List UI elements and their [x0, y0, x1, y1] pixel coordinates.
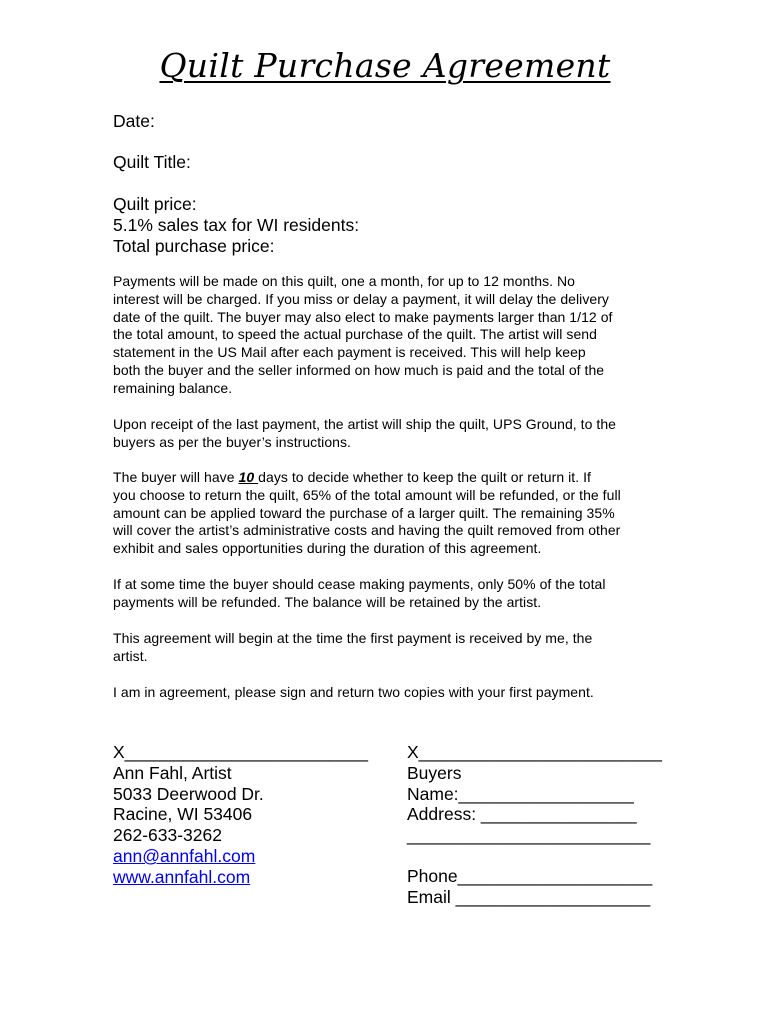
artist-phone: 262-633-3262: [113, 825, 222, 846]
artist-signature-line: X_________________________: [113, 742, 368, 762]
artist-name: Ann Fahl, Artist: [113, 762, 232, 783]
document-title: Quilt Purchase Agreement: [159, 46, 611, 85]
begin-paragraph: [113, 630, 663, 666]
artist-website-link[interactable]: [113, 867, 368, 888]
cease-paragraph: [113, 576, 663, 612]
date-field-label: Date:: [113, 111, 155, 131]
buyer-signature-line: X_________________________: [407, 742, 662, 762]
buyer-signature-block: [407, 742, 662, 908]
paragraph-line: both the buyer and the seller informed on how much is paid and the total of the: [113, 361, 605, 378]
paragraph-line: If at some time the buyer should cease making payments, only 50% of the total: [113, 576, 606, 592]
paragraph-line: payments will be refunded. The balance will be retained by the artist.: [113, 593, 542, 610]
buyers-label: Buyers: [407, 762, 462, 783]
paragraph-line: Upon receipt of the last payment, the artist will ship the quilt, UPS Ground, to the: [113, 416, 617, 432]
paragraph-line: exhibit and sales opportunities during the duration of this agreement.: [113, 540, 542, 557]
artist-city: Racine, WI 53406: [113, 804, 253, 825]
paragraph-line: Payments will be made on this quilt, one a month, for up to 12 months. No: [113, 273, 576, 289]
total-price-field-label: Total purchase price:: [113, 236, 275, 256]
artist-signature-block: [113, 742, 368, 888]
paragraph-line: buyers as per the buyer’s instructions.: [113, 433, 351, 450]
buyer-name-line: Name:__________________: [407, 783, 634, 804]
paragraph-line: artist.: [113, 647, 148, 664]
buyer-address-line: Address: ________________: [407, 804, 637, 825]
quilt-title-field-label: Quilt Title:: [113, 152, 191, 172]
artist-email-text[interactable]: ann@annfahl.com: [113, 845, 256, 866]
paragraph-line: the total amount, to speed the actual purchase of the quilt. The artist will send: [113, 326, 597, 343]
return-days-value: 10: [238, 469, 259, 485]
artist-street: 5033 Deerwood Dr.: [113, 783, 264, 804]
paragraph-line: remaining balance.: [113, 379, 233, 396]
artist-email-link[interactable]: [113, 846, 368, 867]
paragraph-line: amount can be applied toward the purchase of a larger quilt. The remaining 35%: [113, 504, 615, 521]
return-text-after: days to decide whether to keep the quilt or return it. If: [258, 469, 591, 485]
paragraph-line: you choose to return the quilt, 65% of the total amount will be refunded, or the full: [113, 486, 621, 503]
buyer-phone-line: Phone____________________: [407, 865, 653, 886]
paragraph-line: I am in agreement, please sign and return two copies with your first payment.: [113, 684, 594, 700]
payments-paragraph: [113, 273, 663, 398]
paragraph-line: will cover the artist’s administrative costs and having the quilt removed from other: [113, 522, 621, 539]
shipping-paragraph: [113, 416, 663, 452]
sign-paragraph: [113, 684, 663, 702]
paragraph-line: This agreement will begin at the time the first payment is received by me, the: [113, 630, 593, 646]
paragraph-line: statement in the US Mail after each payment is received. This will help keep: [113, 344, 586, 361]
buyer-address-line-2: _________________________: [407, 825, 651, 846]
sales-tax-field-label: 5.1% sales tax for WI residents:: [113, 215, 360, 235]
return-paragraph: [113, 469, 663, 558]
return-text-before: The buyer will have: [113, 469, 239, 485]
buyer-email-line: Email ____________________: [407, 886, 651, 907]
paragraph-line: date of the quilt. The buyer may also elect to make payments larger than 1/12 of: [113, 308, 613, 325]
quilt-price-field-label: Quilt price:: [113, 194, 197, 214]
paragraph-line: [113, 469, 663, 487]
paragraph-line: interest will be charged. If you miss or delay a payment, it will delay the delivery: [113, 290, 609, 307]
artist-website-text[interactable]: www.annfahl.com: [113, 866, 251, 887]
